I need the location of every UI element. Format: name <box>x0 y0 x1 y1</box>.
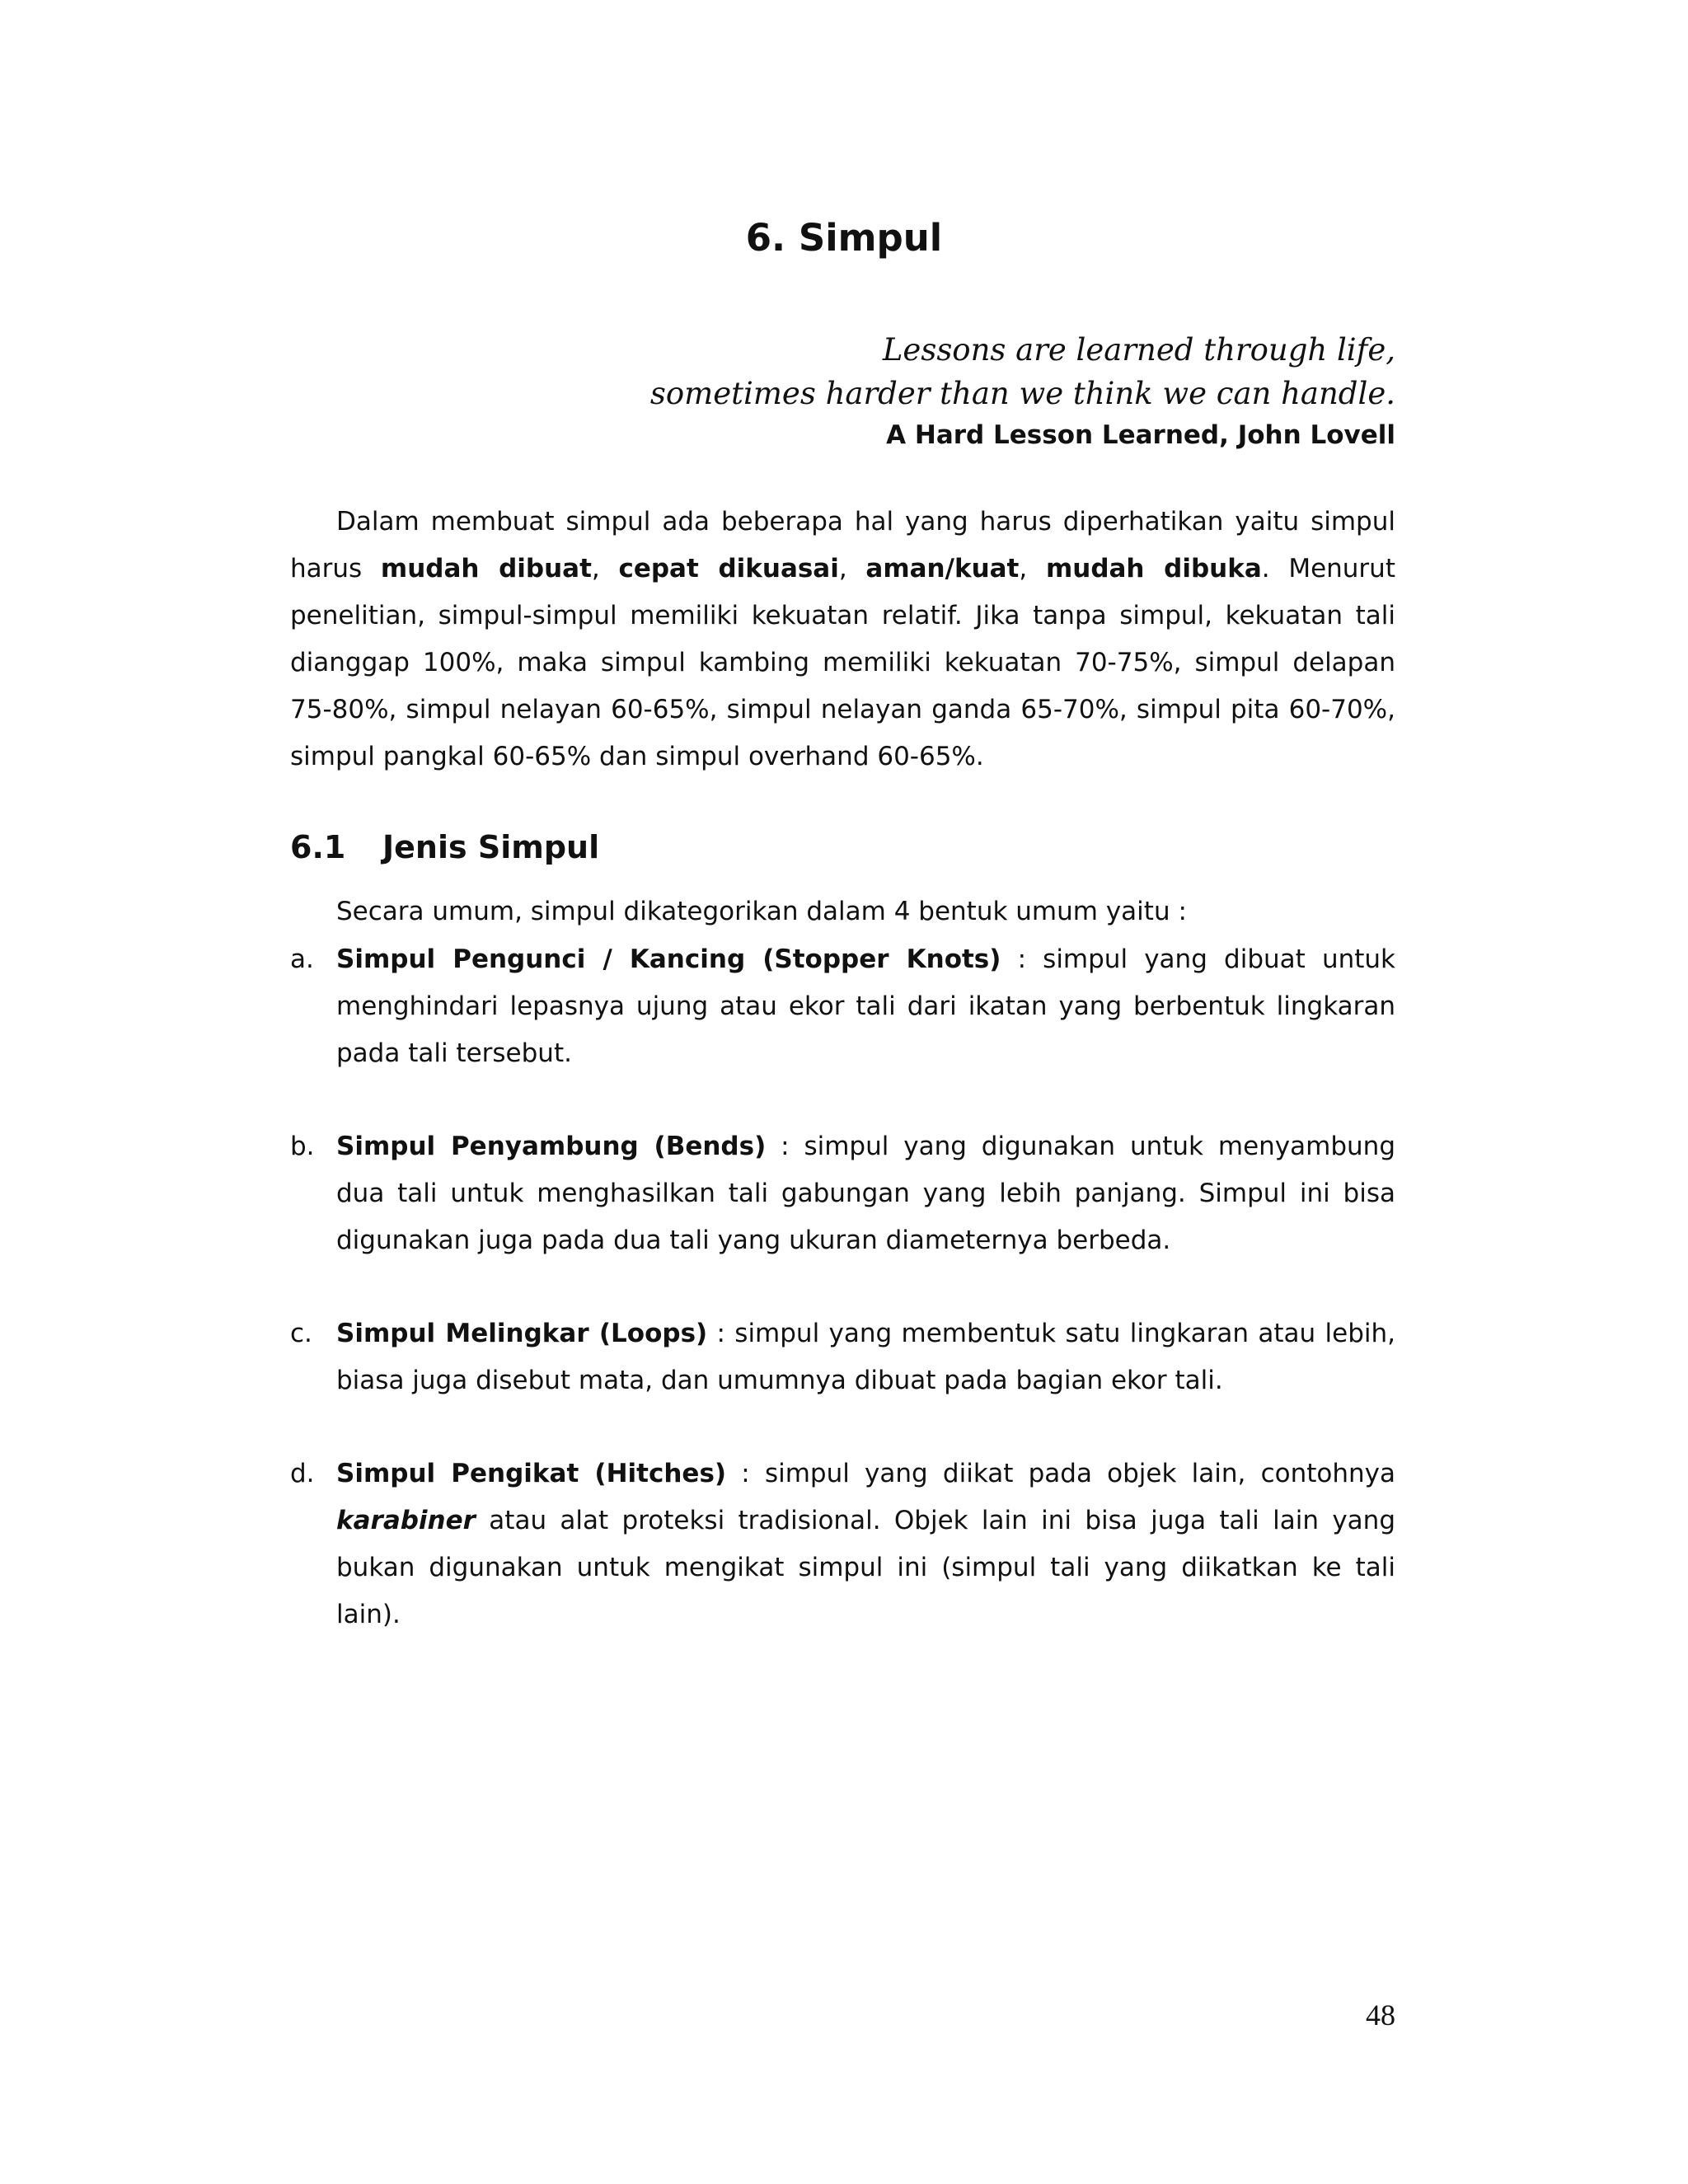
paragraph-text: , <box>1019 554 1046 583</box>
list-item-content <box>336 1310 1395 1404</box>
list-item-description: : simpul yang digunakan untuk menyambung dua tali untuk menghasilkan tali gabungan yang lebih panjang. Simpul ini bisa digunakan juga pada dua tali yang ukuran diameternya berbeda. <box>336 1132 1395 1255</box>
chapter-title: 6. Simpul <box>745 216 943 260</box>
list-item-description: : simpul yang dibuat untuk menghindari lepasnya ujung atau ekor tali dari ikatan yang berbentuk lingkaran pada tali tersebut. <box>336 944 1395 1068</box>
list-item-term: Simpul Pengunci / Kancing (Stopper Knots) <box>336 944 1001 974</box>
list-item-term: Simpul Penyambung (Bends) <box>336 1132 767 1161</box>
paragraph-text: , <box>838 554 866 583</box>
epigraph-line-1: Lessons are learned through life, <box>882 332 1395 368</box>
list-item-content <box>336 1123 1395 1264</box>
epigraph-line-2: sometimes harder than we think we can handle. <box>649 376 1395 411</box>
paragraph-bold-term: mudah dibuka <box>1045 554 1262 583</box>
section-intro: Secara umum, simpul dikategorikan dalam 4 bentuk umum yaitu : <box>336 897 1187 926</box>
paragraph-text: Dalam membuat simpul ada beberapa hal yang harus diperhatikan yaitu simpul harus <box>290 507 1395 583</box>
list-item <box>290 1123 1395 1264</box>
paragraph-text: . Menurut penelitian, simpul-simpul memiliki kekuatan relatif. Jika tanpa simpul, kekuatan tali dianggap 100%, maka simpul kambing memiliki kekuatan 70-75%, simpul delapan 75-80%, simpul nelayan 60-65%, simpul nelayan ganda 65-70%, simpul pita 60-70%, simpul pangkal 60-65% dan simpul overhand 60-65%. <box>290 554 1395 771</box>
list-item-content <box>336 1451 1395 1638</box>
list-item-description: : simpul yang membentuk satu lingkaran atau lebih, biasa juga disebut mata, dan umumnya dibuat pada bagian ekor tali. <box>336 1319 1395 1395</box>
paragraph-bold-term: aman/kuat <box>865 554 1020 583</box>
epigraph <box>324 328 1395 453</box>
list-item-description: : simpul yang diikat pada objek lain, contohnya <box>726 1459 1396 1488</box>
list-item-emphasis: karabiner <box>336 1506 476 1535</box>
paragraph-text: , <box>591 554 619 583</box>
list-item <box>290 1451 1395 1638</box>
list-item-term: Simpul Pengikat (Hitches) <box>336 1459 727 1488</box>
list-item <box>290 1310 1395 1404</box>
intro-paragraph <box>290 499 1395 780</box>
page-number: 48 <box>1366 1999 1395 2032</box>
list-item <box>290 936 1395 1077</box>
list-item-letter: a. <box>290 944 314 974</box>
paragraph-bold-term: cepat dikuasai <box>618 554 839 583</box>
section-title: Jenis Simpul <box>382 829 600 865</box>
list-item-content <box>336 936 1395 1077</box>
list-item-letter: d. <box>290 1459 315 1488</box>
list-item-term: Simpul Melingkar (Loops) <box>336 1319 708 1348</box>
section-number: 6.1 <box>290 829 346 865</box>
list-item-description: atau alat proteksi tradisional. Objek lain ini bisa juga tali lain yang bukan digunakan untuk mengikat simpul ini (simpul tali yang diikatkan ke tali lain). <box>336 1506 1395 1629</box>
list-item-letter: b. <box>290 1132 315 1161</box>
list-item-letter: c. <box>290 1319 312 1348</box>
epigraph-source: A Hard Lesson Learned, John Lovell <box>886 420 1395 450</box>
section-heading <box>290 829 599 865</box>
paragraph-bold-term: mudah dibuat <box>380 554 592 583</box>
